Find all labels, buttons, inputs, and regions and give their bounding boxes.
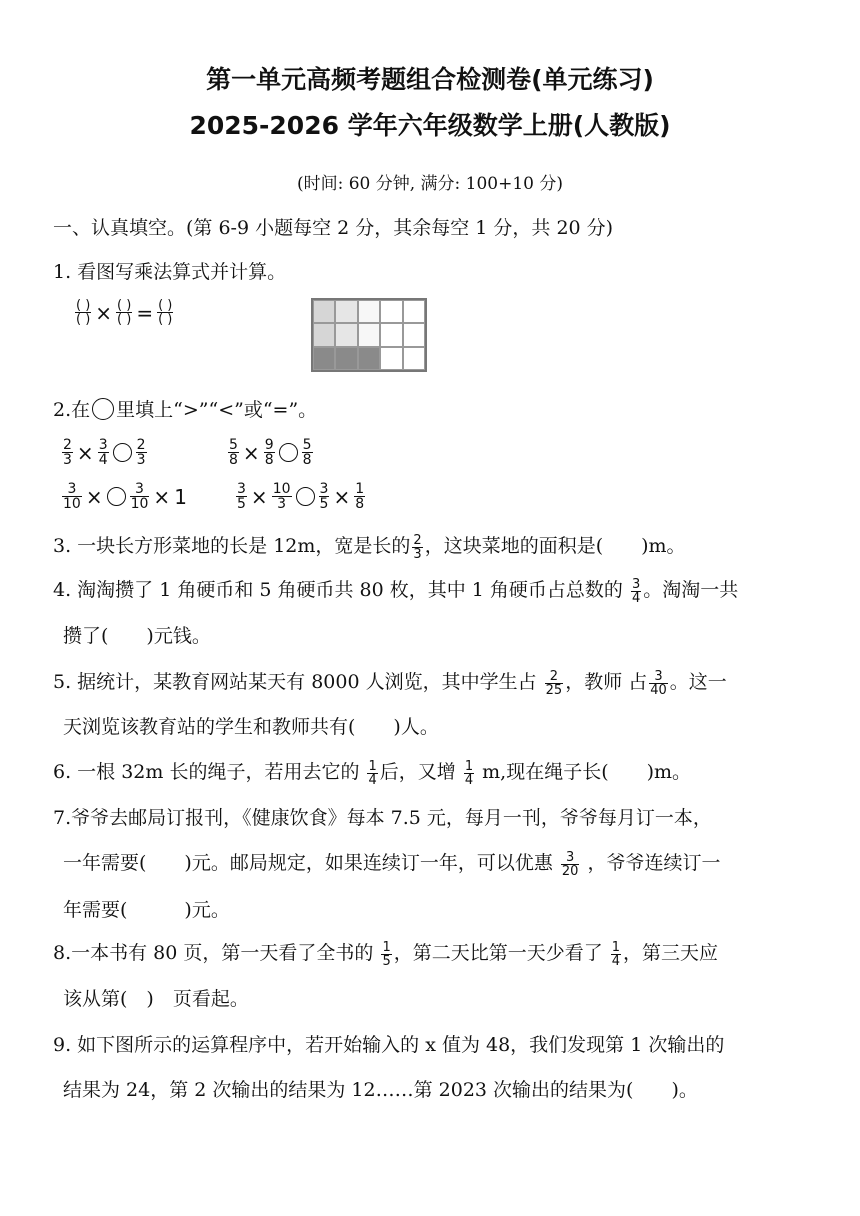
circle-icon	[92, 398, 114, 420]
grid-cell	[403, 323, 425, 346]
question-9-text-cont: 结果为 24，第 2 次输出的结果为 12……第 2023 次输出的结果为( )。	[63, 1079, 698, 1101]
exam-info: (时间: 60 分钟, 满分: 100+10 分)	[296, 174, 564, 194]
grid-cell	[313, 347, 335, 370]
grid-cell	[358, 347, 380, 370]
page-subtitle: 2025-2026 学年六年级数学上册(人教版)	[189, 111, 671, 140]
grid-cell	[380, 347, 402, 370]
page-title: 第一单元高频考题组合检测卷(单元练习)	[206, 65, 654, 94]
question-7-text: 7.爷爷去邮局订报刊，《健康饮食》每本 7.5 元，每月一刊，爷爷每月订一本，	[53, 807, 712, 829]
grid-cell	[403, 347, 425, 370]
question-5-text-cont: 天浏览该教育站的学生和教师共有( )人。	[63, 716, 439, 738]
question-6-text: 6. 一根 32m 长的绳子，若用去它的 $\frac{1}{4}$ 后，又增 $\frac{1}{4}$ m,现在绳子长( )m。	[53, 758, 692, 788]
compare-item-1: $\frac{2}{3}$ × $\frac{3}{4}$ $\frac{2}{3}$	[63, 437, 146, 468]
grid-cell	[380, 300, 402, 323]
compare-circle[interactable]	[296, 487, 315, 506]
compare-item-3: $\frac{3}{10}$ × $\frac{3}{10}$ × 1	[63, 481, 187, 512]
grid-cell	[335, 300, 357, 323]
question-5-text: 5. 据统计，某教育网站某天有 8000 人浏览，其中学生占 $\frac{2}{25}$ ，教师 占 $\frac{3}{40}$ 。这一	[53, 668, 727, 698]
blank-fraction: $\frac{( )}{( )}$	[76, 298, 91, 327]
grid-cell	[313, 323, 335, 346]
question-2-text: 2.在 里填上“>”“<”或“=”。	[53, 399, 318, 421]
blank-fraction: $\frac{( )}{( )}$	[117, 298, 132, 327]
grid-cell	[313, 300, 335, 323]
grid-cell	[380, 323, 402, 346]
section-heading: 一、认真填空。(第 6-9 小题每空 2 分，其余每空 1 分，共 20 分)	[53, 217, 614, 239]
grid-cell	[403, 300, 425, 323]
question-8-text: 8.一本书有 80 页，第一天看了全书的 $\frac{1}{5}$ ，第二天比第一天少看了 $\frac{1}{4}$ ，第三天应	[53, 939, 719, 969]
question-4-text-cont: 攒了( )元钱。	[63, 625, 211, 647]
question-7-text-cont2: 年需要( )元。	[63, 899, 230, 921]
question-1-equation: $\frac{( )}{( )}$ × $\frac{( )}{( )}$ = $\frac{( )}{( )}$	[76, 298, 173, 327]
compare-circle[interactable]	[107, 487, 126, 506]
question-8-text-cont: 该从第( ) 页看起。	[63, 988, 249, 1010]
compare-circle[interactable]	[113, 443, 132, 462]
question-7-text-cont: 一年需要( )元。邮局规定，如果连续订一年，可以优惠 $\frac{3}{20}$ ，爷爷连续订一	[63, 849, 721, 879]
question-4-text: 4. 淘淘攒了 1 角硬币和 5 角硬币共 80 枚，其中 1 角硬币占总数的 $\frac{3}{4}$ 。淘淘一共	[53, 576, 739, 606]
question-9-text: 9. 如下图所示的运算程序中，若开始输入的 x 值为 48，我们发现第 1 次输出的	[53, 1034, 725, 1056]
compare-circle[interactable]	[279, 443, 298, 462]
compare-item-4: $\frac{3}{5}$ × $\frac{10}{3}$ $\frac{3}{5}$ × $\frac{1}{8}$	[237, 481, 365, 512]
question-1-text: 1. 看图写乘法算式并计算。	[53, 261, 287, 283]
blank-fraction: $\frac{( )}{( )}$	[158, 298, 173, 327]
fraction-grid-figure	[311, 298, 427, 372]
grid-cell	[358, 300, 380, 323]
grid-cell	[335, 323, 357, 346]
compare-item-2: $\frac{5}{8}$ × $\frac{9}{8}$ $\frac{5}{8}$	[229, 437, 312, 468]
grid-cell	[358, 323, 380, 346]
grid-cell	[335, 347, 357, 370]
question-3-text: 3. 一块长方形菜地的长是 12m，宽是长的 $\frac{2}{3}$ ，这块菜地的面积是( )m。	[53, 532, 686, 562]
